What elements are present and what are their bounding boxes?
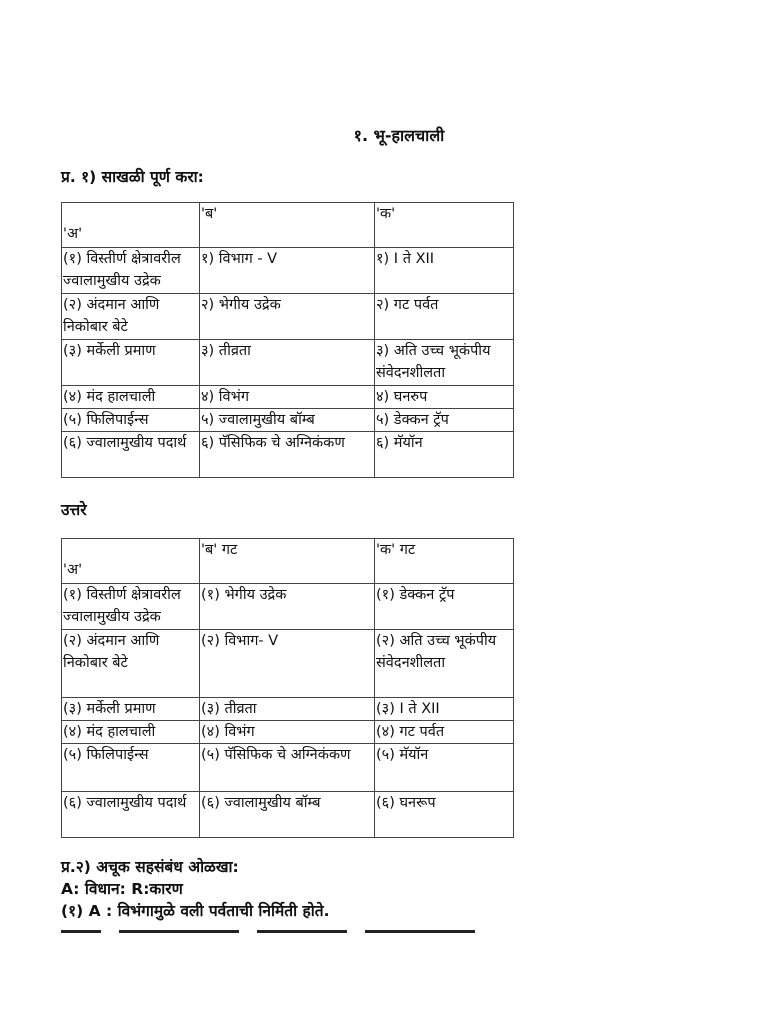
table-row (62, 698, 514, 721)
table-row (62, 792, 514, 838)
table-header-row (62, 539, 514, 584)
table-row (62, 584, 514, 630)
table-row (62, 294, 514, 340)
cell-c: (४) गट पर्वत (375, 721, 514, 744)
cell-b: (५) पॅसिफिक चे अग्निकंकण (200, 744, 375, 792)
cell-c: १) I ते XII (375, 248, 514, 294)
table-row (62, 432, 514, 478)
chain-table (61, 202, 514, 478)
cell-c: ३) अति उच्च भूकंपीय संवेदनशीलता (375, 340, 514, 386)
header-c: 'क' (375, 203, 514, 248)
cell-b: (३) तीव्रता (200, 698, 375, 721)
page-title: १. भू-हालचाली (353, 126, 445, 145)
cell-c: (६) घनरूप (375, 792, 514, 838)
cell-a: (६) ज्वालामुखीय पदार्थ (62, 792, 200, 838)
cell-a: (२) अंदमान आणि निकोबार बेटे (62, 294, 200, 340)
question-2-legend: A: विधान: R:कारण (61, 880, 183, 898)
table-row (62, 409, 514, 432)
cell-b: (६) ज्वालामुखीय बॉम्ब (200, 792, 375, 838)
answers-table (61, 538, 514, 838)
table-row (62, 744, 514, 792)
cell-a: (१) विस्तीर्ण क्षेत्रावरील ज्वालामुखीय उद्रेक (62, 584, 200, 630)
table-row (62, 721, 514, 744)
cell-b: (१) भेगीय उद्रेक (200, 584, 375, 630)
cell-b: (२) विभाग- V (200, 630, 375, 698)
cell-a: (४) मंद हालचाली (62, 721, 200, 744)
cell-b: (४) विभंग (200, 721, 375, 744)
cell-b: २) भेगीय उद्रेक (200, 294, 375, 340)
cell-a: (१) विस्तीर्ण क्षेत्रावरील ज्वालामुखीय उद्रेक (62, 248, 200, 294)
cell-b: ३) तीव्रता (200, 340, 375, 386)
cell-a: (६) ज्वालामुखीय पदार्थ (62, 432, 200, 478)
header-c: 'क' गट (375, 539, 514, 584)
table-row (62, 340, 514, 386)
question-2-item-1: (१) A : विभंगामुळे वली पर्वताची निर्मिती होते. (61, 902, 330, 920)
cell-c: (३) I ते XII (375, 698, 514, 721)
cell-a: (३) मर्केली प्रमाण (62, 340, 200, 386)
cell-a: (५) फिलिपाईन्स (62, 409, 200, 432)
cell-a: (३) मर्केली प्रमाण (62, 698, 200, 721)
table-header-row (62, 203, 514, 248)
table-row (62, 630, 514, 698)
cut-off-text-line (61, 926, 561, 934)
cell-c: ५) डेक्कन ट्रॅप (375, 409, 514, 432)
header-a: 'अ' (62, 203, 200, 248)
header-b: 'ब' (200, 203, 375, 248)
cell-a: (५) फिलिपाईन्स (62, 744, 200, 792)
cell-c: (५) मॅयॉन (375, 744, 514, 792)
cell-c: २) गट पर्वत (375, 294, 514, 340)
cell-c: (१) डेक्कन ट्रॅप (375, 584, 514, 630)
header-a: 'अ' (62, 539, 200, 584)
question-1-heading: प्र. १) साखळी पूर्ण करा: (61, 168, 204, 186)
cell-a: (४) मंद हालचाली (62, 386, 200, 409)
cell-a: (२) अंदमान आणि निकोबार बेटे (62, 630, 200, 698)
table-row (62, 386, 514, 409)
cell-b: १) विभाग - V (200, 248, 375, 294)
cell-c: ४) घनरुप (375, 386, 514, 409)
cell-b: ६) पॅसिफिक चे अग्निकंकण (200, 432, 375, 478)
question-2-heading: प्र.२) अचूक सहसंबंध ओळखा: (61, 858, 239, 876)
cell-b: ४) विभंग (200, 386, 375, 409)
cell-c: (२) अति उच्च भूकंपीय संवेदनशीलता (375, 630, 514, 698)
cell-b: ५) ज्वालामुखीय बॉम्ब (200, 409, 375, 432)
table-row (62, 248, 514, 294)
answers-heading: उत्तरे (61, 501, 87, 519)
cell-c: ६) मॅयॉन (375, 432, 514, 478)
header-b: 'ब' गट (200, 539, 375, 584)
